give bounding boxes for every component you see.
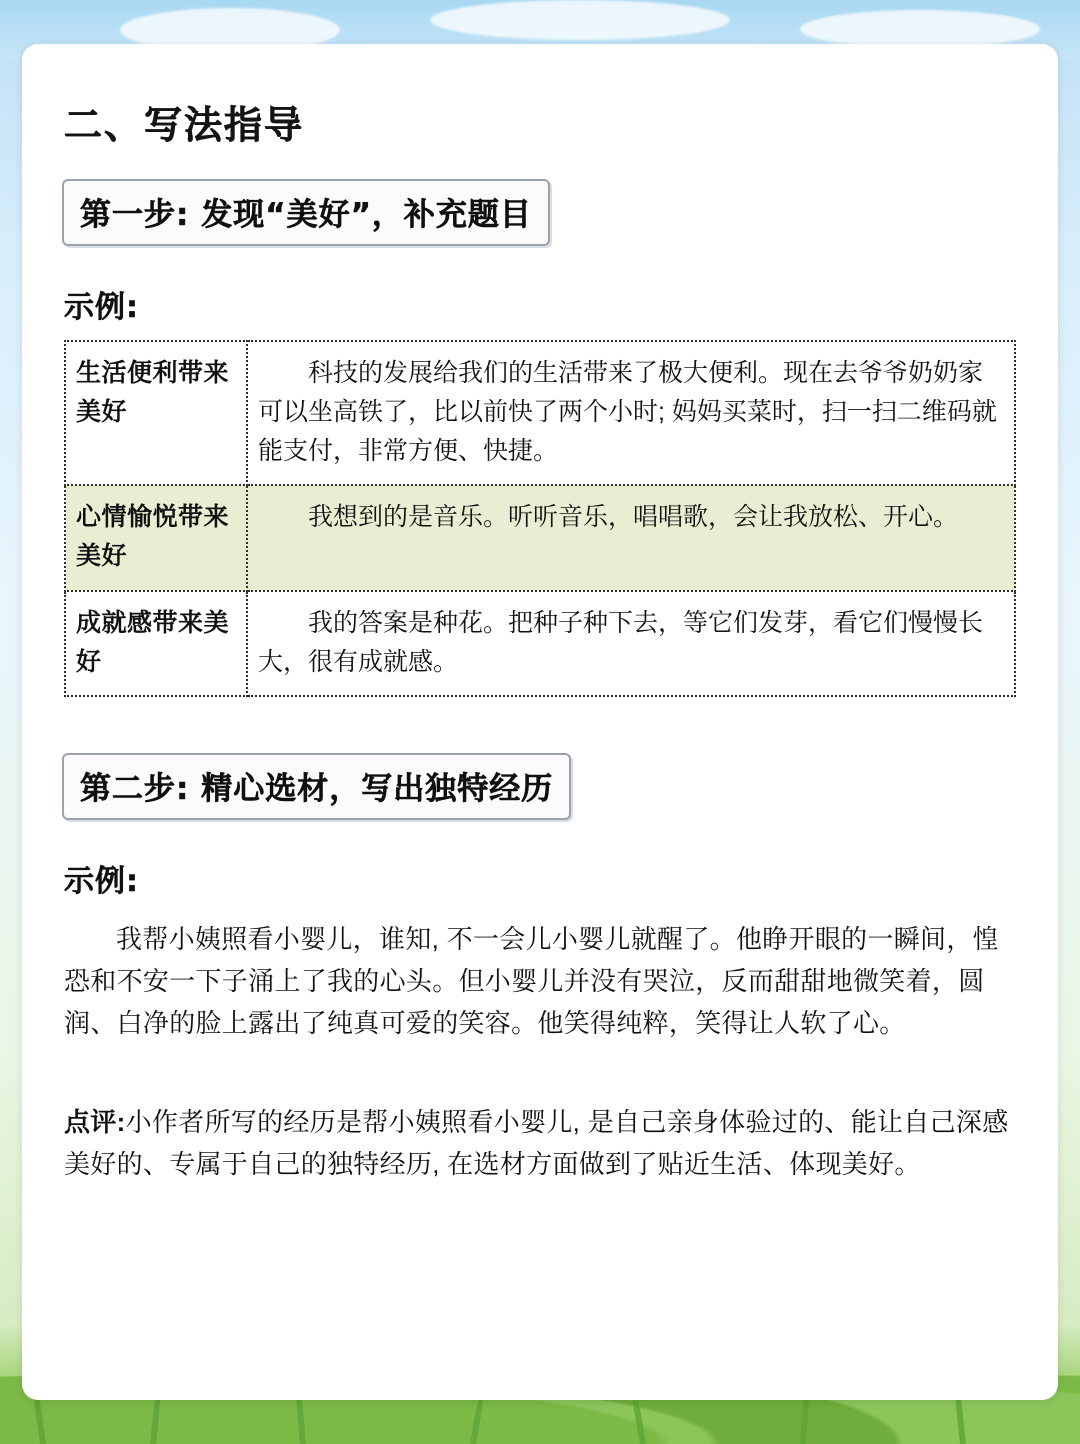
section-spacer <box>62 697 1018 753</box>
step-two-section <box>62 753 1018 1185</box>
step-one-example-label: 示例: <box>64 290 139 325</box>
table-cell-key: 生活便利带来美好 <box>65 341 247 485</box>
table-row <box>65 341 1015 485</box>
table-cell-key: 心情愉悦带来美好 <box>65 485 247 591</box>
step-one-section <box>62 179 1018 697</box>
table-cell-key: 成就感带来美好 <box>65 591 247 697</box>
table-cell-value: 科技的发展给我们的生活带来了极大便利。现在去爷爷奶奶家可以坐高铁了，比以前快了两个小时; 妈妈买菜时，扫一扫二维码就能支付，非常方便、快捷。 <box>247 341 1015 485</box>
page-title: 二、写法指导 <box>64 103 305 147</box>
comment-text: 小作者所写的经历是帮小姨照看小婴儿, 是自己亲身体验过的、能让自己深感美好的、专属于自己的独特经历, 在选材方面做到了贴近生活、体现美好。 <box>64 1106 1009 1179</box>
table-row <box>65 591 1015 697</box>
step-one-header: 第一步: 发现“美好”，补充题目 <box>62 179 550 246</box>
content-card <box>22 44 1058 1400</box>
cloud-decoration <box>430 0 730 40</box>
step-two-example-label: 示例: <box>64 864 139 900</box>
table-cell-value: 我的答案是种花。把种子种下去，等它们发芽，看它们慢慢长大，很有成就感。 <box>247 591 1015 697</box>
cloud-decoration <box>800 10 1040 48</box>
step-two-paragraph: 我帮小姨照看小婴儿，谁知, 不一会儿小婴儿就醒了。他睁开眼的一瞬间，惶恐和不安一下子涌上了我的心头。但小婴儿并没有哭泣，反而甜甜地微笑着，圆润、白净的脸上露出了纯真可爱的笑容。他笑得纯粹，笑得让人软了心。 <box>64 924 999 1039</box>
comment-block <box>64 1101 1016 1185</box>
sample-table <box>64 340 1016 697</box>
table-row <box>65 485 1015 591</box>
step-two-header: 第二步: 精心选材，写出独特经历 <box>62 753 571 820</box>
comment-label: 点评: <box>64 1106 126 1137</box>
table-cell-value: 我想到的是音乐。听听音乐，唱唱歌，会让我放松、开心。 <box>247 485 1015 591</box>
